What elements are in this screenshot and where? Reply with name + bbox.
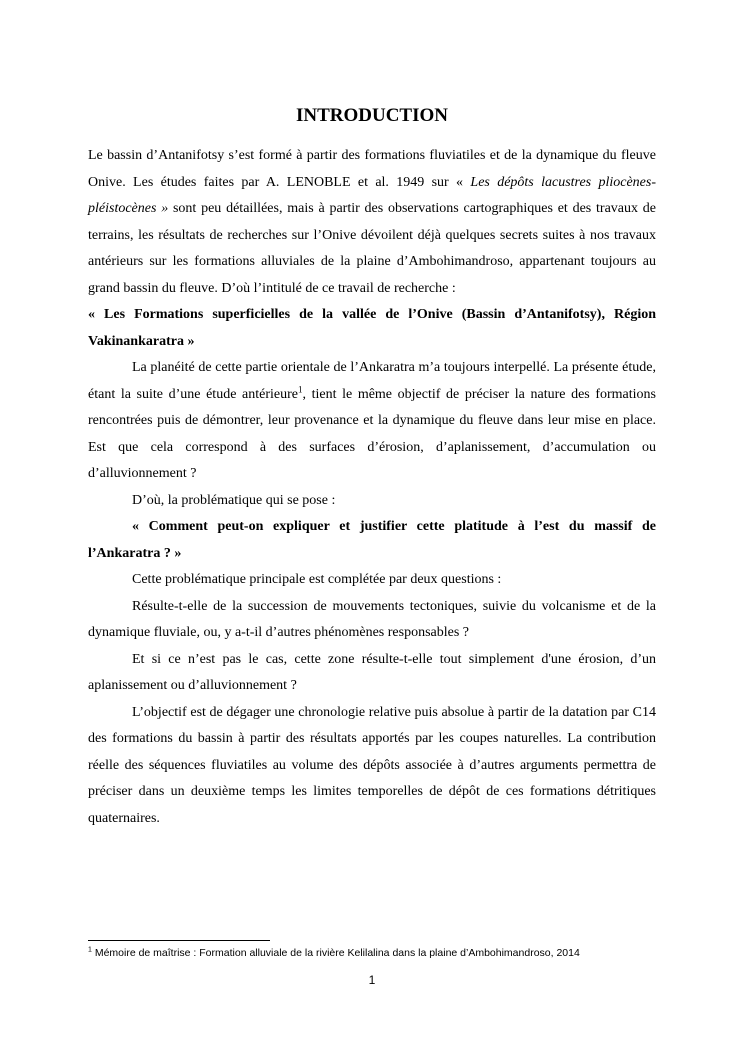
paragraph-questions-intro: Cette problématique principale est complétée par deux questions : <box>132 572 502 587</box>
question-one: Résulte-t-elle de la succession de mouvements tectoniques, suivie du volcanisme et de la dynamique fluviale, ou, y a-t-il d’autres phénomènes responsables ? <box>88 598 656 640</box>
research-title: « Les Formations superficielles de la vallée de l’Onive (Bassin d’Antanifotsy), Région Vakinankaratra » <box>88 307 656 349</box>
paragraph-context <box>88 143 656 355</box>
paragraph-objective-text: La planéité de cette partie orientale de l’Ankaratra m’a toujours interpellé. La présente étude, étant la suite d’une étude antérieure <box>88 360 656 402</box>
paragraph-objective: L’objectif est de dégager une chronologie relative puis absolue à partir de la datation par C14 des formations du bassin à partir des résultats apportés par les coupes naturelles. La contribution réelle des séquences fluviatiles au volume des dépôts associée à d’autres arguments permettra de préciser dans un deuxième temps les limites temporelles de dépôt de ces formations détritiques quaternaires. <box>88 704 656 826</box>
footnote-marker: 1 <box>88 946 92 954</box>
paragraph-problem-intro: D’où, la problématique qui se pose : <box>132 492 336 508</box>
page-number: 1 <box>368 973 376 987</box>
footnote <box>88 946 688 960</box>
footnote-reference: 1 <box>297 383 303 394</box>
footnote-divider <box>88 940 270 941</box>
paragraph-objective-text-2: , tient le même objectif de préciser la nature des formations rencontrées puis de démontrer, leur provenance et la dynamique du fleuve dans leur mise en place. Est que cela correspond à des surfaces d’érosion, d’aplanissement, d’accumulation ou d’alluvionnement ? <box>88 386 657 481</box>
footnote-text: Mémoire de maîtrise : Formation alluviale de la rivière Kelilalina dans la plaine d’Ambohimandroso, 2014 <box>91 947 580 959</box>
body-text <box>88 143 656 832</box>
paragraph-context-text-2: sont peu détaillées, mais à partir des observations cartographiques et des travaux de terrains, les résultats de recherches sur l’Onive dévoilent déjà quelques secrets suites à nos travaux antérieurs sur les formations alluviales de la plaine d’Ambohimandroso, appartenant toujours au grand bassin du fleuve. D’où l’intitulé de ce travail de recherche : <box>88 201 656 296</box>
question-two: Et si ce n’est pas le cas, cette zone résulte-t-elle tout simplement d'une érosion, d’un aplanissement ou d’alluvionnement ? <box>88 651 656 693</box>
page-title: INTRODUCTION <box>295 105 449 126</box>
cited-work-title: Les dépôts lacustres pliocènes-pléistocènes » <box>88 174 656 216</box>
problem-statement: « Comment peut-on expliquer et justifier cette platitude à l’est du massif de l’Ankaratra ? » <box>88 519 656 561</box>
paragraph-objective-intro <box>88 355 656 488</box>
paragraph-context-text: Le bassin d’Antanifotsy s’est formé à partir des formations fluviatiles et de la dynamique du fleuve Onive. Les études faites par A. LENOBLE et al. 1949 sur « <box>88 148 656 190</box>
